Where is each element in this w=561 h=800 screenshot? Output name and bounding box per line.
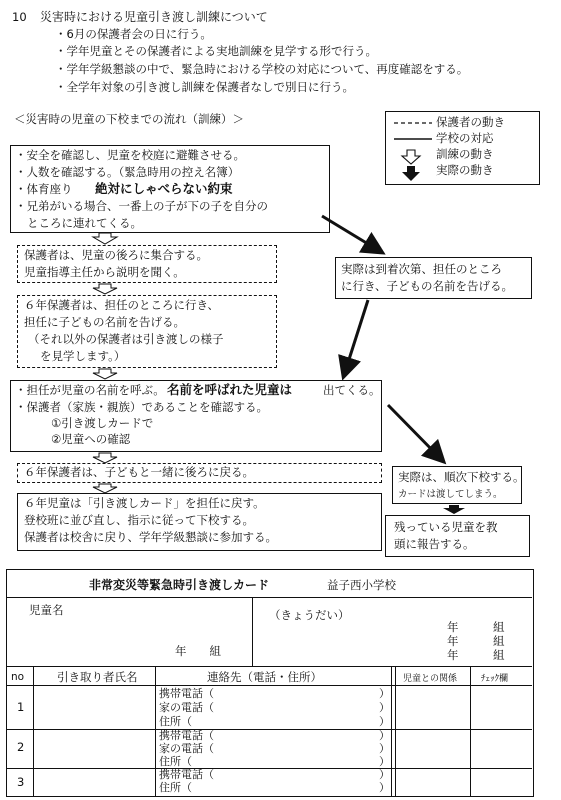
row-3-no: 3 — [17, 775, 25, 789]
diagonal-arrow-icon — [345, 300, 368, 372]
diagonal-arrow-icon — [388, 405, 440, 458]
box4-line-2: ・保護者（家族・親族）であることを確認する。 — [15, 400, 268, 414]
bullet-4: ・全学年対象の引き渡し訓練を保護者なしで別日に行う。 — [55, 80, 354, 94]
section-number: 10 — [12, 10, 27, 24]
close-paren: ） — [379, 742, 390, 755]
sibling-row-3: 年 組 — [447, 648, 505, 662]
box5-line-1: ６年保護者は、子どもと一緒に後ろに戻る。 — [24, 465, 254, 479]
row-2-address[interactable]: 住所（ — [159, 755, 192, 768]
row-2-no: 2 — [17, 740, 25, 754]
row-3-address[interactable]: 住所（ — [159, 781, 192, 794]
bullet-1: ・6月の保護者会の日に行う。 — [55, 27, 212, 41]
legend-label-actual: 実際の動き — [436, 163, 494, 177]
row-2-mobile[interactable]: 携帯電話（ — [159, 729, 214, 742]
card-school: 益子西小学校 — [327, 578, 396, 592]
side1-line-2: に行き、子どもの名前を告げる。 — [341, 279, 514, 293]
section-title: 災害時における児童引き渡し訓練について — [40, 10, 268, 24]
box3-line-3: （それ以外の保護者は引き渡しの様子 — [28, 332, 224, 346]
box6-line-3: 保護者は校舎に戻り、学年学級懇談に参加する。 — [24, 530, 277, 544]
box4-line-3: ①引き渡しカードで — [51, 416, 154, 430]
handover-card — [6, 569, 534, 797]
side3-line-1: 残っている児童を教 — [394, 520, 498, 534]
divider — [252, 597, 253, 667]
siblings-label: （きょうだい） — [269, 608, 350, 622]
header-contact: 連絡先（電話・住所） — [207, 670, 322, 684]
divider — [391, 666, 392, 796]
row-1-no: 1 — [17, 700, 25, 714]
box3-line-2: 担任に子どもの名前を告げる。 — [24, 315, 185, 329]
box2-line-1: 保護者は、児童の後ろに集合する。 — [24, 248, 208, 262]
box1-emphasis: 絶対にしゃべらない約束 — [95, 181, 233, 196]
legend-label-school: 学校の対応 — [436, 131, 494, 145]
bullet-3: ・学年学級懇談の中で、緊急時における学校の対応について、再度確認をする。 — [55, 62, 469, 76]
child-name-label: 児童名 — [29, 603, 64, 617]
row-2-home-phone[interactable]: 家の電話（ — [159, 742, 214, 755]
divider — [395, 666, 396, 796]
divider — [7, 729, 532, 730]
box1-line-5: ところに連れてくる。 — [27, 216, 142, 230]
flow-heading: ＜災害時の児童の下校までの流れ（訓練）＞ — [14, 112, 244, 126]
row-3-mobile[interactable]: 携帯電話（ — [159, 768, 214, 781]
box4-line-4: ②児童への確認 — [51, 432, 131, 446]
hollow-arrow-icon — [93, 453, 117, 463]
close-paren: ） — [379, 687, 390, 700]
row-1-mobile[interactable]: 携帯電話（ — [159, 687, 214, 700]
divider — [470, 666, 471, 796]
box3-line-4: を見学します。） — [40, 349, 126, 363]
box1-line-2: ・人数を確認する。（緊急時用の控え名簿） — [15, 165, 240, 179]
side1-line-1: 実際は到着次第、担任のところ — [341, 262, 502, 276]
box2-line-2: 児童指導主任から説明を聞く。 — [24, 265, 185, 279]
row-1-home-phone[interactable]: 家の電話（ — [159, 701, 214, 714]
box4-emphasis: 名前を呼ばれた児童は — [167, 382, 293, 397]
hollow-arrow-icon — [93, 484, 117, 493]
header-receiver-name: 引き取り者氏名 — [57, 670, 138, 684]
box4-line-1-post: 出てくる。 — [323, 383, 381, 397]
child-grade-class: 年 組 — [175, 644, 221, 658]
row-1-address[interactable]: 住所（ — [159, 715, 192, 728]
box1-line-4: ・兄弟がいる場合、一番上の子が下の子を自分の — [15, 199, 268, 213]
hollow-arrow-icon — [93, 369, 117, 379]
divider — [7, 685, 532, 686]
close-paren: ） — [379, 715, 390, 728]
bullet-2: ・学年児童とその保護者による実地訓練を見学する形で行う。 — [55, 44, 377, 58]
divider — [7, 666, 532, 667]
box1-line-1: ・安全を確認し、児童を校庭に避難させる。 — [15, 148, 245, 162]
side3-line-2: 頭に報告する。 — [394, 537, 475, 551]
divider — [33, 666, 34, 796]
close-paren: ） — [379, 701, 390, 714]
hollow-arrow-icon — [93, 233, 117, 244]
divider — [155, 666, 156, 796]
close-paren: ） — [379, 729, 390, 742]
box3-line-1: ６年保護者は、担任のところに行き、 — [24, 298, 220, 312]
hollow-arrow-icon — [93, 284, 117, 294]
box4-line-1-pre: ・担任が児童の名前を呼ぶ。 — [15, 383, 165, 397]
box6-line-2: 登校班に並び直し、指示に従って下校する。 — [24, 513, 254, 527]
sibling-row-2: 年 組 — [447, 634, 505, 648]
divider — [7, 768, 532, 769]
box1-line-3: ・体育座り — [15, 182, 73, 196]
solid-arrow-icon — [443, 505, 465, 514]
card-title: 非常変災等緊急時引き渡しカード — [89, 578, 270, 592]
divider — [7, 597, 532, 598]
legend-label-drill: 訓練の動き — [436, 147, 494, 161]
close-paren: ） — [379, 781, 390, 794]
header-check: ﾁｪｯｸ欄 — [481, 674, 509, 684]
legend-label-parent: 保護者の動き — [436, 115, 505, 129]
box6-line-1: ６年児童は「引き渡しカード」を担任に戻す。 — [24, 496, 265, 510]
side2-line-2: カードは渡してしまう。 — [398, 489, 503, 500]
diagonal-arrow-icon — [322, 216, 378, 250]
close-paren: ） — [379, 755, 390, 768]
close-paren: ） — [379, 768, 390, 781]
header-no: no — [11, 671, 25, 683]
sibling-row-1: 年 組 — [447, 620, 505, 634]
side2-line-1: 実際は、順次下校する。 — [398, 470, 525, 484]
header-relationship: 児童との関係 — [403, 674, 458, 684]
